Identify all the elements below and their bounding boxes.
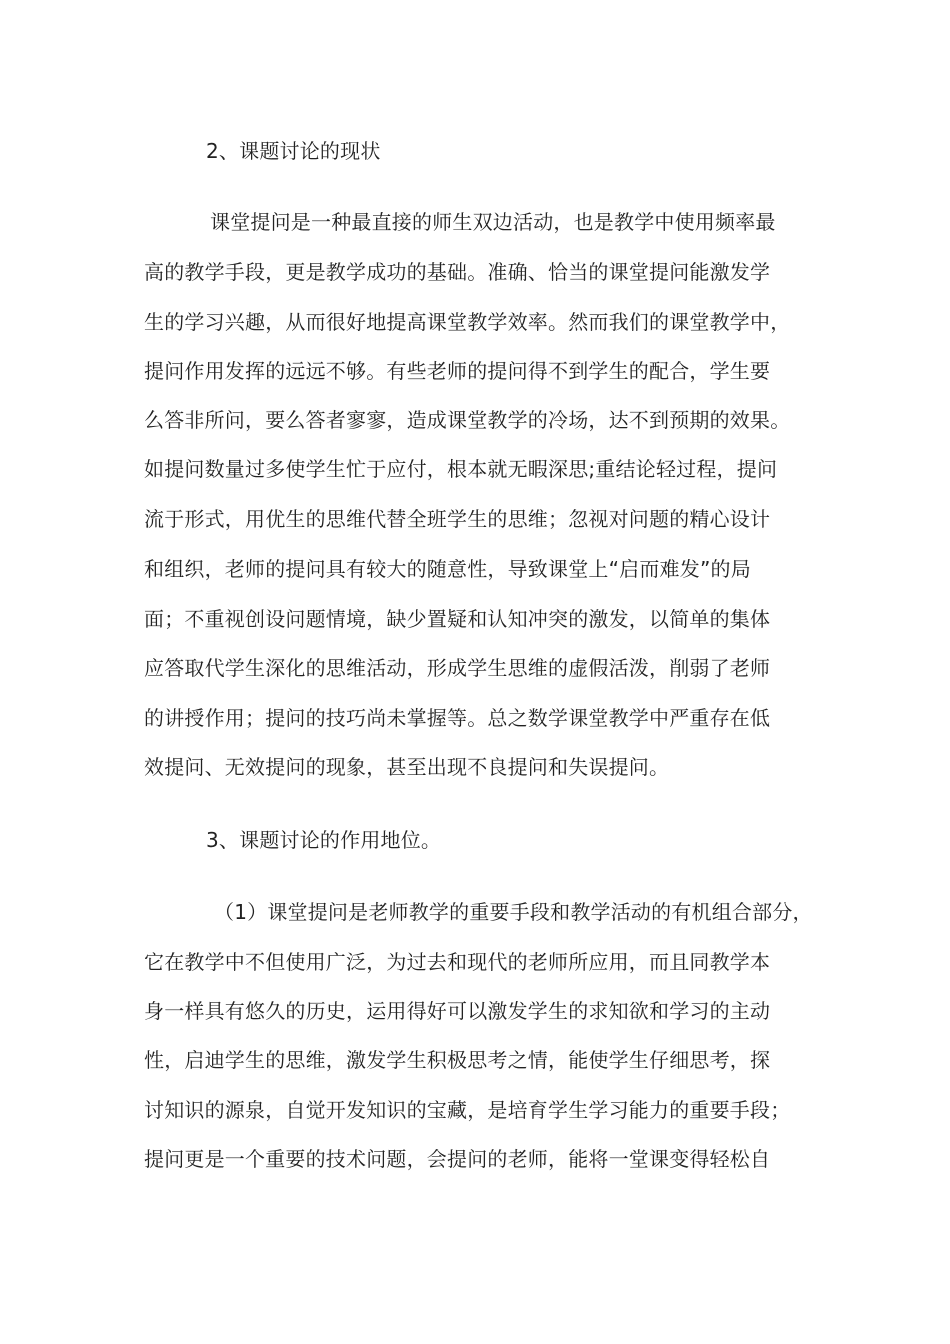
paragraph-line: 生的学习兴趣，从而很好地提高课堂教学效率。然而我们的课堂教学中， [144, 310, 791, 334]
paragraph-line: 的讲授作用；提问的技巧尚未掌握等。总之数学课堂教学中严重存在低 [144, 706, 771, 730]
paragraph-line: 和组织，老师的提问具有较大的随意性，导致课堂上“启而难发”的局 [144, 557, 751, 581]
paragraph-line: 提问更是一个重要的技术问题，会提问的老师，能将一堂课变得轻松自 [144, 1147, 771, 1171]
paragraph-line: 面；不重视创设问题情境，缺少置疑和认知冲突的激发，以简单的集体 [144, 607, 771, 631]
paragraph-line: 如提问数量过多使学生忙于应付，根本就无暇深思;重结论轻过程，提问 [144, 457, 778, 481]
paragraph-line: 高的教学手段，更是教学成功的基础。准确、恰当的课堂提问能激发学 [144, 260, 771, 284]
paragraph-line: 讨知识的源泉，自觉开发知识的宝藏，是培育学生学习能力的重要手段； [144, 1098, 791, 1122]
paragraph-line: 课堂提问是一种最直接的师生双边活动，也是教学中使用频率最 [210, 210, 776, 234]
paragraph-line: （1）课堂提问是老师教学的重要手段和教学活动的有机组合部分， [214, 900, 813, 924]
section-heading-3: 3、课题讨论的作用地位。 [206, 828, 442, 852]
paragraph-line: 提问作用发挥的远远不够。有些老师的提问得不到学生的配合，学生要 [144, 359, 771, 383]
paragraph-line: 它在教学中不但使用广泛，为过去和现代的老师所应用，而且同教学本 [144, 950, 771, 974]
paragraph-line: 身一样具有悠久的历史，运用得好可以激发学生的求知欲和学习的主动 [144, 999, 771, 1023]
paragraph-line: 应答取代学生深化的思维活动，形成学生思维的虚假活泼，削弱了老师 [144, 656, 771, 680]
paragraph-line: 性，启迪学生的思维，激发学生积极思考之情，能使学生仔细思考，探 [144, 1048, 771, 1072]
section-heading-2: 2、课题讨论的现状 [206, 139, 381, 163]
paragraph-line: 效提问、无效提问的现象，甚至出现不良提问和失误提问。 [144, 755, 670, 779]
paragraph-line: 流于形式，用优生的思维代替全班学生的思维；忽视对问题的精心设计 [144, 507, 771, 531]
paragraph-line: 么答非所问，要么答者寥寥，造成课堂教学的冷场，达不到预期的效果。 [144, 408, 791, 432]
